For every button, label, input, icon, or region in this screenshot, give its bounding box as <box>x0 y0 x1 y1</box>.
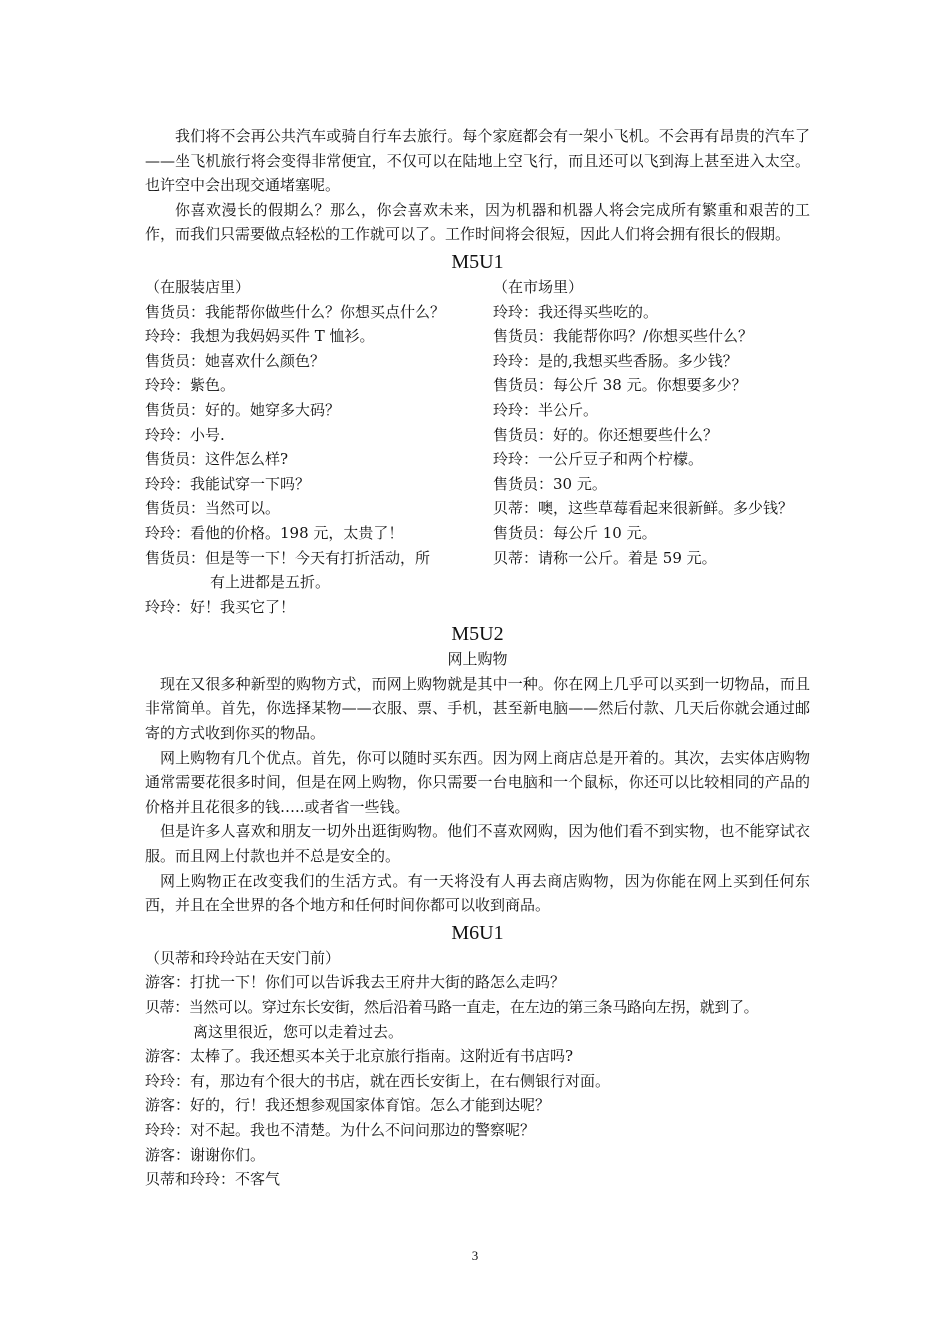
dialogue-line: 贝蒂：噢，这些草莓看起来很新鲜。多少钱？ <box>493 499 794 518</box>
dialogue-line: 售货员：当然可以。 <box>145 499 281 518</box>
dialogue-line: 玲玲：是的,我想买些香肠。多少钱？ <box>493 351 738 370</box>
dialogue-line: 售货员：但是等一下！今天有打折活动，所 <box>145 548 431 567</box>
intro-paragraph-1: 我们将不会再公共汽车或骑自行车去旅行。每个家庭都会有一架小飞机。不会再有昂贵的汽车了——坐飞机旅行将会变得非常便宜，不仅可以在陆地上空飞行，而且还可以飞到海上甚至进入太空。也许空中会出现交通堵塞呢。 <box>145 127 810 195</box>
dialogue-line: 售货员：她喜欢什么颜色？ <box>145 351 326 370</box>
dialogue-line: 玲玲：看他的价格。198 元，太贵了！ <box>145 523 404 542</box>
dialogue-line: 游客：谢谢你们。 <box>145 1145 266 1164</box>
dialogue-line: 售货员：好的。她穿多大码？ <box>145 400 341 419</box>
section-heading-m5u1: M5U1 <box>451 250 504 273</box>
scene-setting: （在服装店里） <box>145 277 251 296</box>
dialogue-line: 售货员：这件怎么样? <box>145 450 289 469</box>
dialogue-line: 售货员：30 元。 <box>493 474 607 493</box>
dialogue-line: 贝蒂：当然可以。穿过东长安街，然后沿着马路一直走，在左边的第三条马路向左拐，就到了。 <box>145 998 759 1016</box>
dialogue-line: 游客：打扰一下！你们可以告诉我去王府井大街的路怎么走吗？ <box>145 973 566 992</box>
section-heading-m5u2: M5U2 <box>451 623 504 646</box>
dialogue-line: 售货员：我能帮你做些什么？你想买点什么？ <box>145 302 446 321</box>
dialogue-line: 玲玲：我还得买些吃的。 <box>493 302 659 321</box>
dialogue-line: 玲玲：有，那边有个很大的书店，就在西长安街上，在右侧银行对面。 <box>145 1071 611 1090</box>
dialogue-line: 游客：太棒了。我还想买本关于北京旅行指南。这附近有书店吗? <box>145 1047 574 1066</box>
dialogue-line: 游客：好的，行！我还想参观国家体育馆。怎么才能到达呢？ <box>145 1096 551 1115</box>
dialogue-line: 玲玲：一公斤豆子和两个柠檬。 <box>493 450 704 469</box>
scene-setting: （贝蒂和玲玲站在天安门前） <box>145 948 341 967</box>
body-paragraph: 但是许多人喜欢和朋友一切外出逛街购物。他们不喜欢网购，因为他们看不到实物，也不能穿试衣服。而且网上付款也并不总是安全的。 <box>145 822 810 866</box>
body-paragraph: 网上购物正在改变我们的生活方式。有一天将没有人再去商店购物，因为你能在网上买到任何东西，并且在全世界的各个地方和任何时间你都可以收到商品。 <box>145 871 810 915</box>
dialogue-line-continuation: 有上进都是五折。 <box>210 573 331 592</box>
body-paragraph: 网上购物有几个优点。首先，你可以随时买东西。因为网上商店总是开着的。其次，去实体店购物通常需要花很多时间，但是在网上购物，你只需要一台电脑和一个鼠标，你还可以比较相同的产品的价格并且花很多的钱…..或者省一些钱。 <box>145 748 810 816</box>
dialogue-line: 玲玲：我想为我妈妈买件 T 恤衫。 <box>145 327 375 346</box>
dialogue-line: 玲玲：紫色。 <box>145 376 236 395</box>
intro-paragraph-2: 你喜欢漫长的假期么？那么，你会喜欢未来，因为机器和机器人将会完成所有繁重和艰苦的工作，而我们只需要做点轻松的工作就可以了。工作时间将会很短，因此人们将会拥有很长的假期。 <box>145 200 810 244</box>
dialogue-columns <box>145 275 810 619</box>
dialogue-line-continuation: 离这里很近，您可以走着过去。 <box>193 1022 404 1041</box>
dialogue-line: 玲玲：好！我买它了！ <box>145 597 296 616</box>
dialogue-market <box>493 275 810 619</box>
dialogue-line: 贝蒂和玲玲：不客气 <box>145 1170 281 1189</box>
dialogue-line: 玲玲：小号. <box>145 425 225 444</box>
page-content <box>145 124 810 1192</box>
dialogue-line: 售货员：每公斤 10 元。 <box>493 523 657 542</box>
dialogue-line: 售货员：我能帮你吗？/你想买些什么？ <box>493 327 754 346</box>
dialogue-line: 玲玲：我能试穿一下吗？ <box>145 474 311 493</box>
dialogue-line: 售货员：每公斤 38 元。你想要多少？ <box>493 376 747 395</box>
section-subtitle: 网上购物 <box>447 650 508 669</box>
section-heading-m6u1: M6U1 <box>451 921 504 944</box>
dialogue-clothes-shop <box>145 275 493 619</box>
body-paragraph: 现在又很多种新型的购物方式，而网上购物就是其中一种。你在网上几乎可以买到一切物品，而且非常简单。首先，你选择某物——衣服、票、手机，甚至新电脑——然后付款、几天后你就会通过邮寄的方式收到你买的物品。 <box>145 674 810 743</box>
dialogue-line: 玲玲：半公斤。 <box>493 400 599 419</box>
dialogue-line: 售货员：好的。你还想要些什么？ <box>493 425 719 444</box>
page-number: 3 <box>471 1248 479 1263</box>
dialogue-line: 贝蒂：请称一公斤。着是 59 元。 <box>493 548 717 567</box>
dialogue-line: 玲玲：对不起。我也不清楚。为什么不问问那边的警察呢？ <box>145 1120 536 1139</box>
scene-setting: （在市场里） <box>493 277 584 296</box>
